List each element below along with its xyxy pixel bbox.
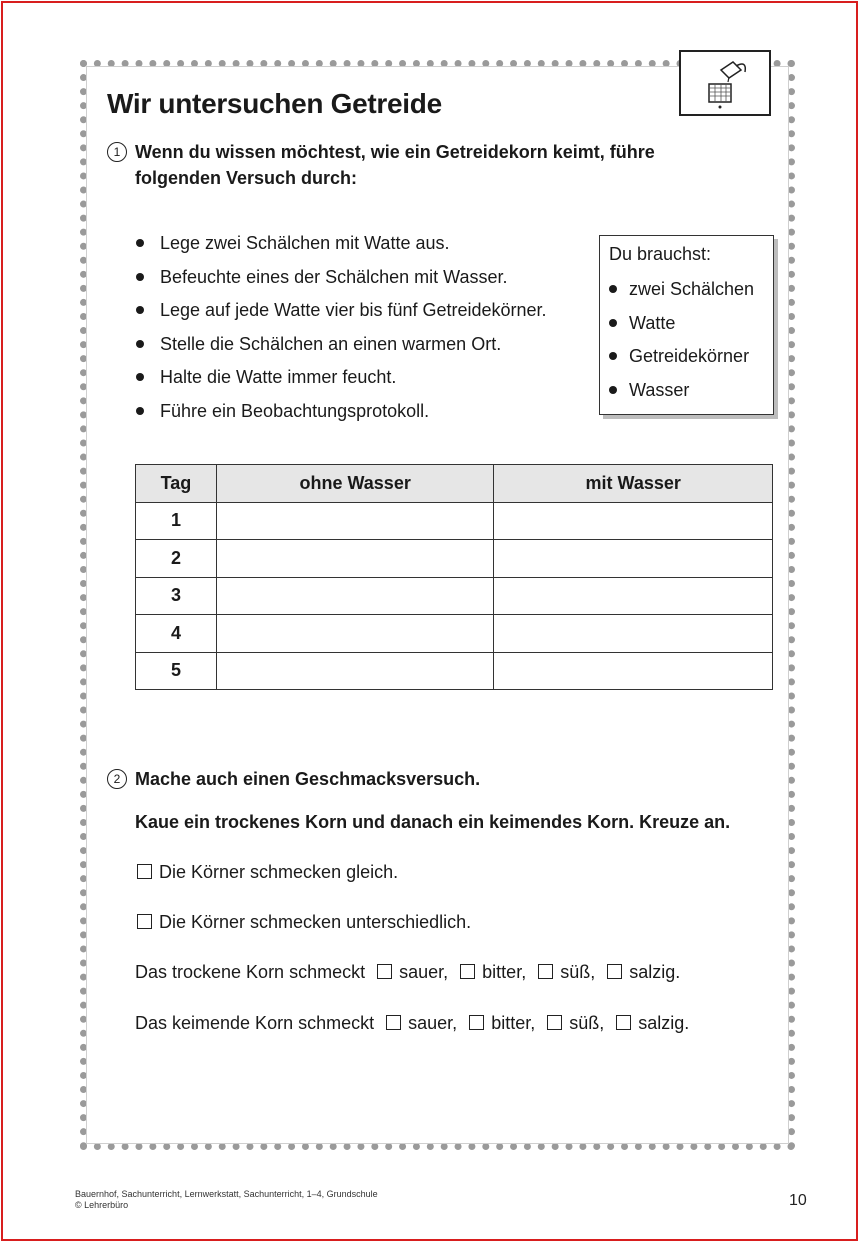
option-same-row xyxy=(135,859,398,885)
germinating-grain-label: Das keimende Korn schmeckt xyxy=(135,1013,375,1033)
option-same-label: Die Körner schmecken gleich. xyxy=(159,862,399,882)
day-cell: 4 xyxy=(136,615,217,653)
dry-sour-checkbox[interactable] xyxy=(377,964,392,979)
bullet-icon xyxy=(609,319,617,327)
dry-sweet-checkbox[interactable] xyxy=(538,964,553,979)
without-water-cell[interactable] xyxy=(216,652,494,690)
header-with-water: mit Wasser xyxy=(494,465,773,503)
bullet-icon xyxy=(609,352,617,360)
day-cell: 2 xyxy=(136,540,217,578)
without-water-cell[interactable] xyxy=(216,502,494,540)
taste-sweet-label: süß, xyxy=(560,962,596,982)
with-water-cell[interactable] xyxy=(494,540,773,578)
task-1-line-1: Wenn du wissen möchtest, wie ein Getreidekorn keimt, führe xyxy=(135,142,655,162)
bullet-icon xyxy=(609,285,617,293)
list-item xyxy=(609,343,754,377)
taste-bitter-label: bitter, xyxy=(491,1013,536,1033)
bullet-icon xyxy=(136,407,144,415)
germ-salty-checkbox[interactable] xyxy=(616,1015,631,1030)
dry-bitter-checkbox[interactable] xyxy=(460,964,475,979)
table-row xyxy=(136,540,773,578)
table-header-row xyxy=(136,465,773,503)
material-text: Getreidekörner xyxy=(629,346,750,366)
with-water-cell[interactable] xyxy=(494,652,773,690)
list-item xyxy=(135,297,547,331)
bullet-icon xyxy=(136,239,144,247)
step-text: Führe ein Beobachtungsprotokoll. xyxy=(160,400,430,421)
with-water-cell[interactable] xyxy=(494,577,773,615)
dry-grain-label: Das trockene Korn schmeckt xyxy=(135,962,366,982)
option-different-label: Die Körner schmecken unterschiedlich. xyxy=(159,912,472,932)
steps-list xyxy=(135,230,547,431)
list-item xyxy=(135,398,547,432)
step-text: Halte die Watte immer feucht. xyxy=(160,367,397,387)
without-water-cell[interactable] xyxy=(216,540,494,578)
germinating-grain-row xyxy=(135,1010,689,1036)
list-item xyxy=(609,377,754,411)
day-cell: 5 xyxy=(136,652,217,690)
step-text: Befeuchte eines der Schälchen mit Wasser. xyxy=(160,266,508,287)
step-text: Stelle die Schälchen an einen warmen Ort. xyxy=(160,333,502,354)
material-text: Wasser xyxy=(629,379,690,400)
list-item xyxy=(135,264,547,298)
footer-line-2: © Lehrerbüro xyxy=(75,1200,129,1210)
list-item xyxy=(135,364,547,398)
task-1-line-2: folgenden Versuch durch: xyxy=(135,168,358,188)
list-item xyxy=(135,331,547,365)
task-number-2: 2 xyxy=(107,769,127,789)
footer-credits xyxy=(75,1189,378,1211)
with-water-cell[interactable] xyxy=(494,502,773,540)
observation-table xyxy=(135,464,773,690)
table-row xyxy=(136,502,773,540)
task-number-1: 1 xyxy=(107,142,127,162)
task-1-heading xyxy=(135,139,655,191)
list-item xyxy=(135,230,547,264)
bullet-icon xyxy=(136,373,144,381)
material-text: zwei Schälchen xyxy=(629,279,755,299)
taste-salty-label: salzig. xyxy=(638,1013,690,1033)
materials-title: Du brauchst: xyxy=(609,244,712,264)
day-cell: 1 xyxy=(136,502,217,540)
without-water-cell[interactable] xyxy=(216,577,494,615)
list-item xyxy=(609,310,754,344)
taste-sweet-label: süß, xyxy=(569,1013,605,1033)
day-cell: 3 xyxy=(136,577,217,615)
bullet-icon xyxy=(136,340,144,348)
page-title: Wir untersuchen Getreide xyxy=(107,88,442,119)
list-item xyxy=(609,276,754,310)
without-water-cell[interactable] xyxy=(216,615,494,653)
taste-salty-label: salzig. xyxy=(629,962,681,982)
germ-sweet-checkbox[interactable] xyxy=(547,1015,562,1030)
footer-line-1: Bauernhof, Sachunterricht, Lernwerkstatt, Sachunterricht, 1–4, Grundschule xyxy=(75,1189,378,1199)
same-taste-checkbox[interactable] xyxy=(137,864,152,879)
materials-list xyxy=(609,276,754,410)
page-number: 10 xyxy=(789,1192,807,1209)
step-text: Lege zwei Schälchen mit Watte aus. xyxy=(160,233,450,253)
germ-sour-checkbox[interactable] xyxy=(386,1015,401,1030)
task-2-heading: Mache auch einen Geschmacksversuch. xyxy=(135,769,481,789)
header-day: Tag xyxy=(136,465,217,503)
experiment-icon xyxy=(679,50,771,116)
taste-bitter-label: bitter, xyxy=(482,962,527,982)
bullet-icon xyxy=(136,273,144,281)
different-taste-checkbox[interactable] xyxy=(137,914,152,929)
option-different-row xyxy=(135,909,471,935)
with-water-cell[interactable] xyxy=(494,615,773,653)
material-text: Watte xyxy=(629,312,676,333)
header-without-water: ohne Wasser xyxy=(216,465,494,503)
task-2-instruction: Kaue ein trockenes Korn und danach ein keimendes Korn. Kreuze an. xyxy=(135,812,731,832)
dry-grain-row xyxy=(135,959,680,985)
materials-box xyxy=(599,235,774,415)
step-text: Lege auf jede Watte vier bis fünf Getreidekörner. xyxy=(160,300,547,320)
dry-salty-checkbox[interactable] xyxy=(607,964,622,979)
bullet-icon xyxy=(136,306,144,314)
taste-sour-label: sauer, xyxy=(399,962,449,982)
table-row xyxy=(136,652,773,690)
bullet-icon xyxy=(609,386,617,394)
taste-sour-label: sauer, xyxy=(408,1013,458,1033)
table-row xyxy=(136,577,773,615)
germ-bitter-checkbox[interactable] xyxy=(469,1015,484,1030)
table-row xyxy=(136,615,773,653)
